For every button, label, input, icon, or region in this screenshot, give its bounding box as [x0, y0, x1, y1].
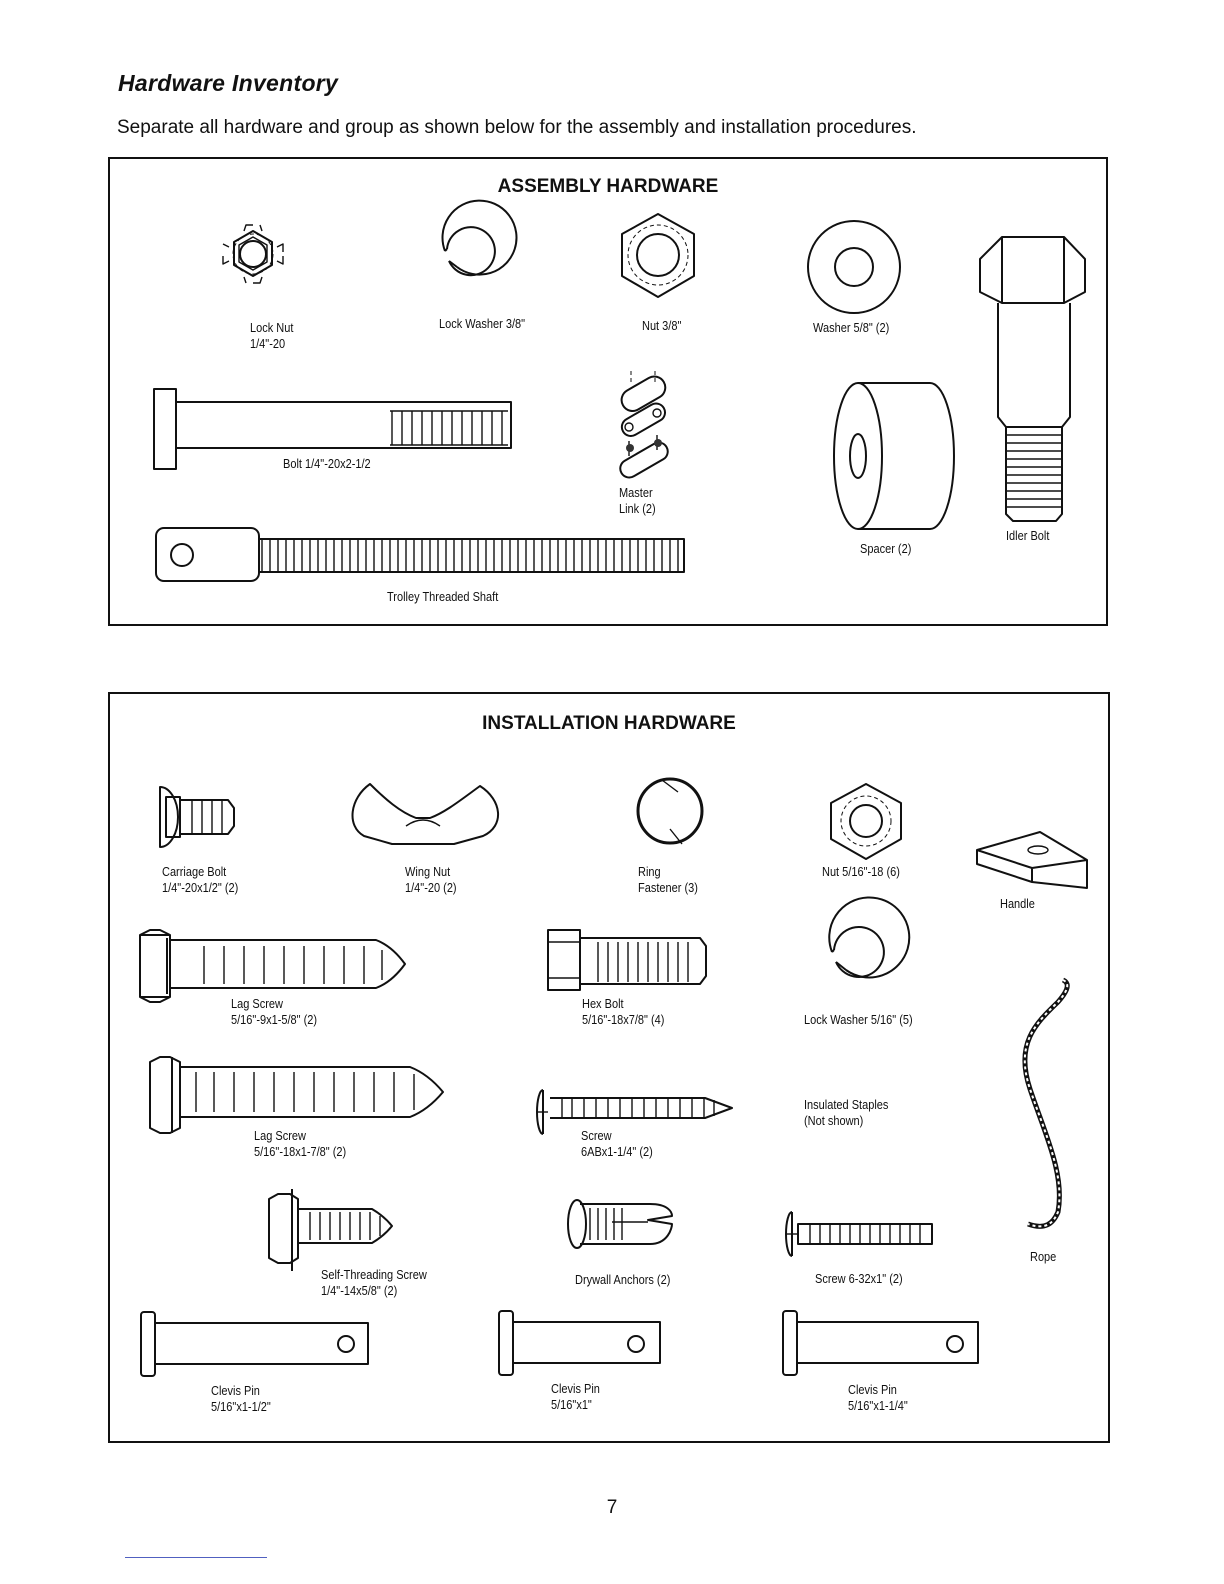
clevis-pin-b-label: Clevis Pin 5/16"x1": [551, 1382, 600, 1412]
lag-screw-long-illustration: [150, 1057, 443, 1133]
screw-632-label: Screw 6-32x1" (2): [815, 1272, 903, 1286]
lock-washer-516-illustration: [829, 897, 909, 977]
lock-washer-516-label: Lock Washer 5/16" (5): [804, 1013, 913, 1027]
assembly-illustrations: [110, 159, 1110, 628]
lag-screw-short-illustration: [140, 930, 405, 1002]
carriage-bolt-illustration: [160, 787, 234, 847]
master-link-label: Master Link (2): [619, 486, 656, 516]
self-threading-screw-label: Self-Threading Screw 1/4"-14x5/8" (2): [321, 1268, 427, 1298]
lag-screw-short-label: Lag Screw 5/16"-9x1-5/8" (2): [231, 997, 318, 1027]
hex-bolt-illustration: [548, 930, 706, 990]
carriage-bolt-label: Carriage Bolt 1/4"-20x1/2" (2): [162, 865, 239, 895]
washer-illustration: [808, 221, 900, 313]
spacer-label: Spacer (2): [860, 542, 912, 556]
assembly-hardware-box: [108, 157, 1108, 626]
screw-6ab-label: Screw 6ABx1-1/4" (2): [581, 1129, 653, 1159]
wing-nut-label: Wing Nut 1/4"-20 (2): [405, 865, 457, 895]
clevis-pin-b-illustration: [499, 1311, 660, 1375]
bolt-label: Bolt 1/4"-20x2-1/2: [283, 457, 371, 471]
self-threading-screw-illustration: [269, 1189, 392, 1271]
handle-label: Handle: [1000, 897, 1035, 911]
trolley-shaft-label: Trolley Threaded Shaft: [387, 590, 499, 604]
trolley-shaft-illustration: [156, 528, 684, 581]
handle-illustration: [977, 832, 1087, 888]
clevis-pin-a-label: Clevis Pin 5/16"x1-1/2": [211, 1384, 271, 1414]
clevis-pin-c-label: Clevis Pin 5/16"x1-1/4": [848, 1383, 908, 1413]
ring-fastener-illustration: [638, 779, 702, 844]
hex-bolt-label: Hex Bolt 5/16"-18x7/8" (4): [582, 997, 665, 1027]
rope-label: Rope: [1030, 1250, 1057, 1264]
installation-illustrations: [110, 694, 1112, 1445]
lock-washer-label: Lock Washer 3/8": [439, 317, 526, 331]
spacer-illustration: [834, 383, 954, 529]
lock-nut-illustration: [223, 225, 283, 283]
nut-516-illustration: [831, 784, 901, 859]
page-number: 7: [606, 1497, 618, 1518]
drywall-anchors-illustration: [568, 1200, 672, 1248]
nut-illustration: [622, 214, 694, 297]
assembly-hardware-heading: ASSEMBLY HARDWARE: [497, 176, 719, 197]
insulated-staples-label: Insulated Staples (Not shown): [804, 1098, 889, 1128]
wing-nut-illustration: [353, 784, 499, 844]
nut-label: Nut 3/8": [642, 319, 682, 333]
intro-text: Separate all hardware and group as shown below for the assembly and installation procedures.: [117, 117, 917, 138]
nut-516-label: Nut 5/16"-18 (6): [822, 865, 900, 879]
clevis-pin-c-illustration: [783, 1311, 978, 1375]
lag-screw-long-label: Lag Screw 5/16"-18x1-7/8" (2): [254, 1129, 347, 1159]
screw-632-illustration: [786, 1212, 932, 1256]
installation-hardware-heading: INSTALLATION HARDWARE: [482, 713, 736, 734]
master-link-illustration: [617, 371, 671, 481]
lock-washer-illustration: [442, 201, 516, 276]
footer-rule: [125, 1557, 267, 1558]
ring-fastener-label: Ring Fastener (3): [638, 865, 698, 895]
lock-nut-label: Lock Nut 1/4"-20: [250, 321, 294, 351]
clevis-pin-a-illustration: [141, 1312, 368, 1376]
idler-bolt-illustration: [980, 237, 1085, 521]
installation-hardware-box: [108, 692, 1110, 1443]
page-title: Hardware Inventory: [118, 70, 339, 96]
rope-illustration: [1025, 980, 1067, 1226]
drywall-anchors-label: Drywall Anchors (2): [575, 1273, 671, 1287]
washer-label: Washer 5/8" (2): [813, 321, 890, 335]
idler-bolt-label: Idler Bolt: [1006, 529, 1050, 543]
